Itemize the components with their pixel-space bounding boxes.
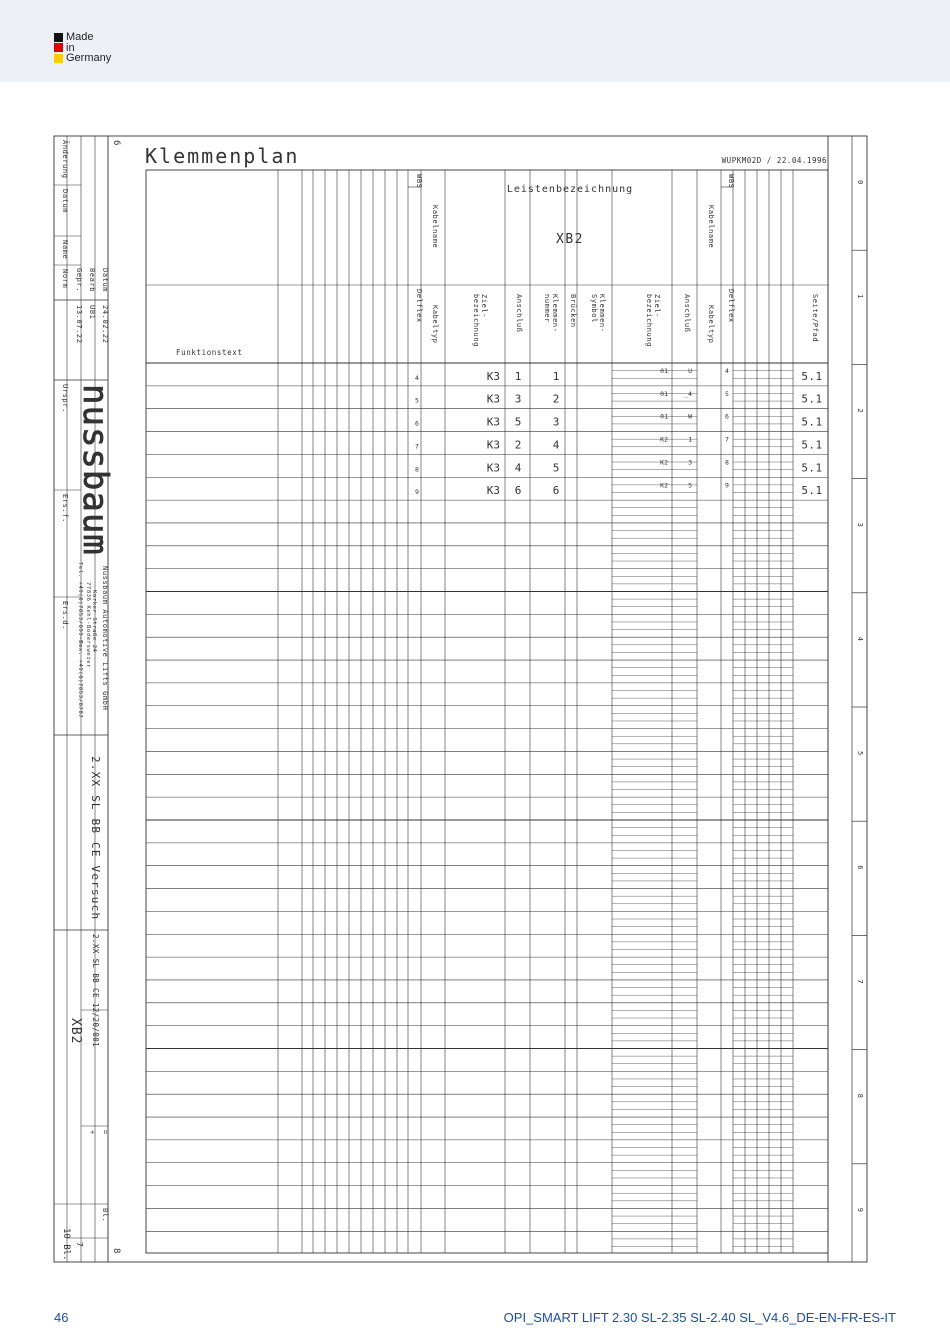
label-delflex-right: Delflex [727, 289, 735, 323]
badge-line-in: in [66, 41, 75, 54]
label-leistenbezeichnung: Leistenbezeichnung [506, 184, 634, 195]
row-0-page-path: 5.1 [801, 369, 823, 383]
row-1-left-wire: 5 [415, 396, 419, 405]
margin-number-2: 2 [856, 408, 864, 413]
footer-page-number: 46 [54, 1310, 69, 1325]
label-mid-col-5-0: Ziel- [653, 294, 661, 319]
row-5-right-target: K2 [660, 481, 668, 490]
margin-number-3: 3 [856, 522, 864, 527]
row-3-left-wire: 7 [415, 442, 419, 451]
label-mid-col-3: Brücken [569, 294, 577, 328]
row-5-terminal: 6 [552, 484, 560, 498]
margin-number-9: 9 [856, 1207, 864, 1213]
margin-number-4: 4 [856, 636, 864, 642]
revision-label-0: Änderung [61, 140, 69, 179]
label-mid-col-2-0: Klemmen- [551, 294, 559, 333]
row-4-right-wire: 8 [725, 458, 729, 467]
row-3-right-target: K2 [660, 435, 668, 444]
origin-urspr: Urspr. [61, 384, 69, 413]
row-3-connection: 2 [514, 438, 522, 452]
strip-id-title-block: XB2 [68, 1018, 83, 1045]
row-0-right-wire: 4 [725, 367, 729, 375]
label-delflex-left: Delflex [415, 289, 423, 323]
row-3-right-connection: 1 [688, 435, 692, 444]
company-phone: Tel. +49(0)7853/899-0 [77, 562, 83, 645]
revision-label-1: Datum [61, 189, 69, 214]
row-2-left-wire: 6 [415, 419, 419, 428]
margin-number-5: 5 [856, 751, 864, 756]
header-value-0: 24.02.22 [101, 305, 109, 344]
label-kabeltyp-left: Kabeltyp [431, 305, 439, 344]
row-5-right-connection: 5 [688, 481, 692, 490]
row-0-target: K3 [486, 369, 500, 383]
mark-plus: + [88, 1130, 96, 1135]
row-3-terminal: 4 [552, 438, 560, 452]
row-2-target: K3 [486, 415, 500, 429]
nussbaum-logo: nussbaum [75, 384, 115, 556]
row-5-target: K3 [486, 484, 500, 498]
drawing-number: 2.XX SL BB CE 12/20/001 [91, 934, 100, 1048]
sheet-number: 7 [75, 1242, 84, 1248]
row-1-right-target: 01 [660, 389, 668, 398]
label-mid-col-4-0: Klemmen- [598, 294, 606, 333]
label-wbs-right: WBS [727, 174, 735, 189]
label-mid-col-0-0: Ziel- [480, 294, 488, 319]
row-2-terminal: 3 [552, 415, 560, 429]
row-4-right-target: K2 [660, 458, 668, 467]
label-kabelname-left: Kabelname [431, 205, 439, 249]
row-1-terminal: 2 [552, 392, 560, 406]
label-wbs-left: WBS [415, 174, 423, 189]
label-mid-col-1: Anschluß [515, 294, 523, 333]
row-4-target: K3 [486, 461, 500, 475]
margin-number-8: 8 [856, 1093, 864, 1098]
row-2-right-wire: 6 [725, 412, 729, 421]
company-address-1: Korker Straße 24 [91, 590, 97, 653]
row-1-target: K3 [486, 392, 500, 406]
label-mid-col-5-1: bezeichnung [645, 294, 653, 347]
row-0-right-connection: U [688, 367, 692, 375]
footer-document-id: OPI_SMART LIFT 2.30 SL-2.35 SL-2.40 SL_V4.6_DE-EN-FR-ES-IT [503, 1310, 896, 1325]
strip-name: XB2 [556, 232, 584, 247]
row-4-right-connection: 3 [688, 458, 692, 467]
origin-ersd: Ers.d. [61, 601, 69, 630]
row-5-left-wire: 9 [415, 488, 419, 497]
corner-number-top: 6 [111, 140, 121, 146]
label-seite-pfad: Seite/Pfad [811, 294, 819, 343]
company-name: Nussbaum Automotive Lifts GmbH [101, 566, 109, 711]
row-0-right-target: 01 [660, 367, 668, 375]
sheet-label: Bl. [101, 1208, 109, 1223]
header-value-2: 13.07.22 [75, 305, 83, 344]
sheet-title: Klemmenplan [145, 144, 300, 168]
row-4-page-path: 5.1 [801, 461, 823, 475]
label-mid-col-4-1: Symbol [590, 294, 598, 323]
corner-number-bottom: 8 [111, 1248, 121, 1254]
row-2-connection: 5 [514, 415, 522, 429]
row-2-page-path: 5.1 [801, 415, 823, 429]
mark-equals: = [101, 1130, 109, 1135]
row-1-page-path: 5.1 [801, 392, 823, 406]
label-mid-col-6: Anschluß [683, 294, 691, 333]
row-5-connection: 6 [514, 484, 522, 498]
label-kabelname-right: Kabelname [707, 205, 715, 249]
header-label-0: Datum [101, 268, 109, 293]
row-5-right-wire: 9 [725, 481, 729, 490]
row-3-right-wire: 7 [725, 435, 729, 444]
template-id: WUPKM02D / 22.04.1996 [721, 156, 827, 165]
label-funktionstext: Funktionstext [176, 348, 243, 357]
margin-number-0: 0 [856, 180, 864, 185]
row-1-right-wire: 5 [725, 389, 729, 398]
margin-number-1: 1 [856, 294, 864, 299]
label-mid-col-2-1: nummer [543, 294, 551, 323]
header-value-1: UB1 [88, 305, 96, 320]
badge-line-made: Made [66, 31, 94, 43]
row-1-connection: 3 [514, 392, 522, 406]
origin-ersf: Ers.f. [61, 494, 69, 523]
revision-label-3: Norm [61, 269, 69, 289]
header-label-2: Gepr. [75, 268, 83, 293]
row-2-right-target: 01 [660, 412, 668, 421]
project-name: 2.XX SL BB CE Versuch [89, 756, 102, 921]
row-3-page-path: 5.1 [801, 438, 823, 452]
row-4-left-wire: 8 [415, 465, 419, 474]
margin-number-6: 6 [856, 865, 864, 870]
row-0-left-wire: 4 [415, 373, 419, 382]
badge-line-germany: Germany [66, 52, 112, 64]
label-mid-col-0-1: bezeichnung [472, 294, 480, 347]
margin-number-7: 7 [856, 979, 864, 984]
row-0-connection: 1 [514, 369, 522, 383]
label-kabeltyp-right: Kabeltyp [707, 305, 715, 344]
company-fax: Fax. +49(0)7853/8787 [77, 640, 83, 719]
company-address-2: 77836 Kehl-Bodersweier [85, 582, 91, 669]
row-2-right-connection: W [688, 412, 692, 421]
row-4-terminal: 5 [552, 461, 560, 475]
sheet-total: 10 Bl. [61, 1228, 71, 1261]
row-0-terminal: 1 [552, 369, 560, 383]
terminal-table-frame [146, 170, 828, 1253]
revision-label-2: Name [61, 240, 69, 260]
row-1-right-connection: _4 [684, 389, 692, 398]
row-4-connection: 4 [514, 461, 522, 475]
header-label-1: Bearb [88, 268, 96, 293]
row-3-target: K3 [486, 438, 500, 452]
row-5-page-path: 5.1 [801, 484, 823, 498]
